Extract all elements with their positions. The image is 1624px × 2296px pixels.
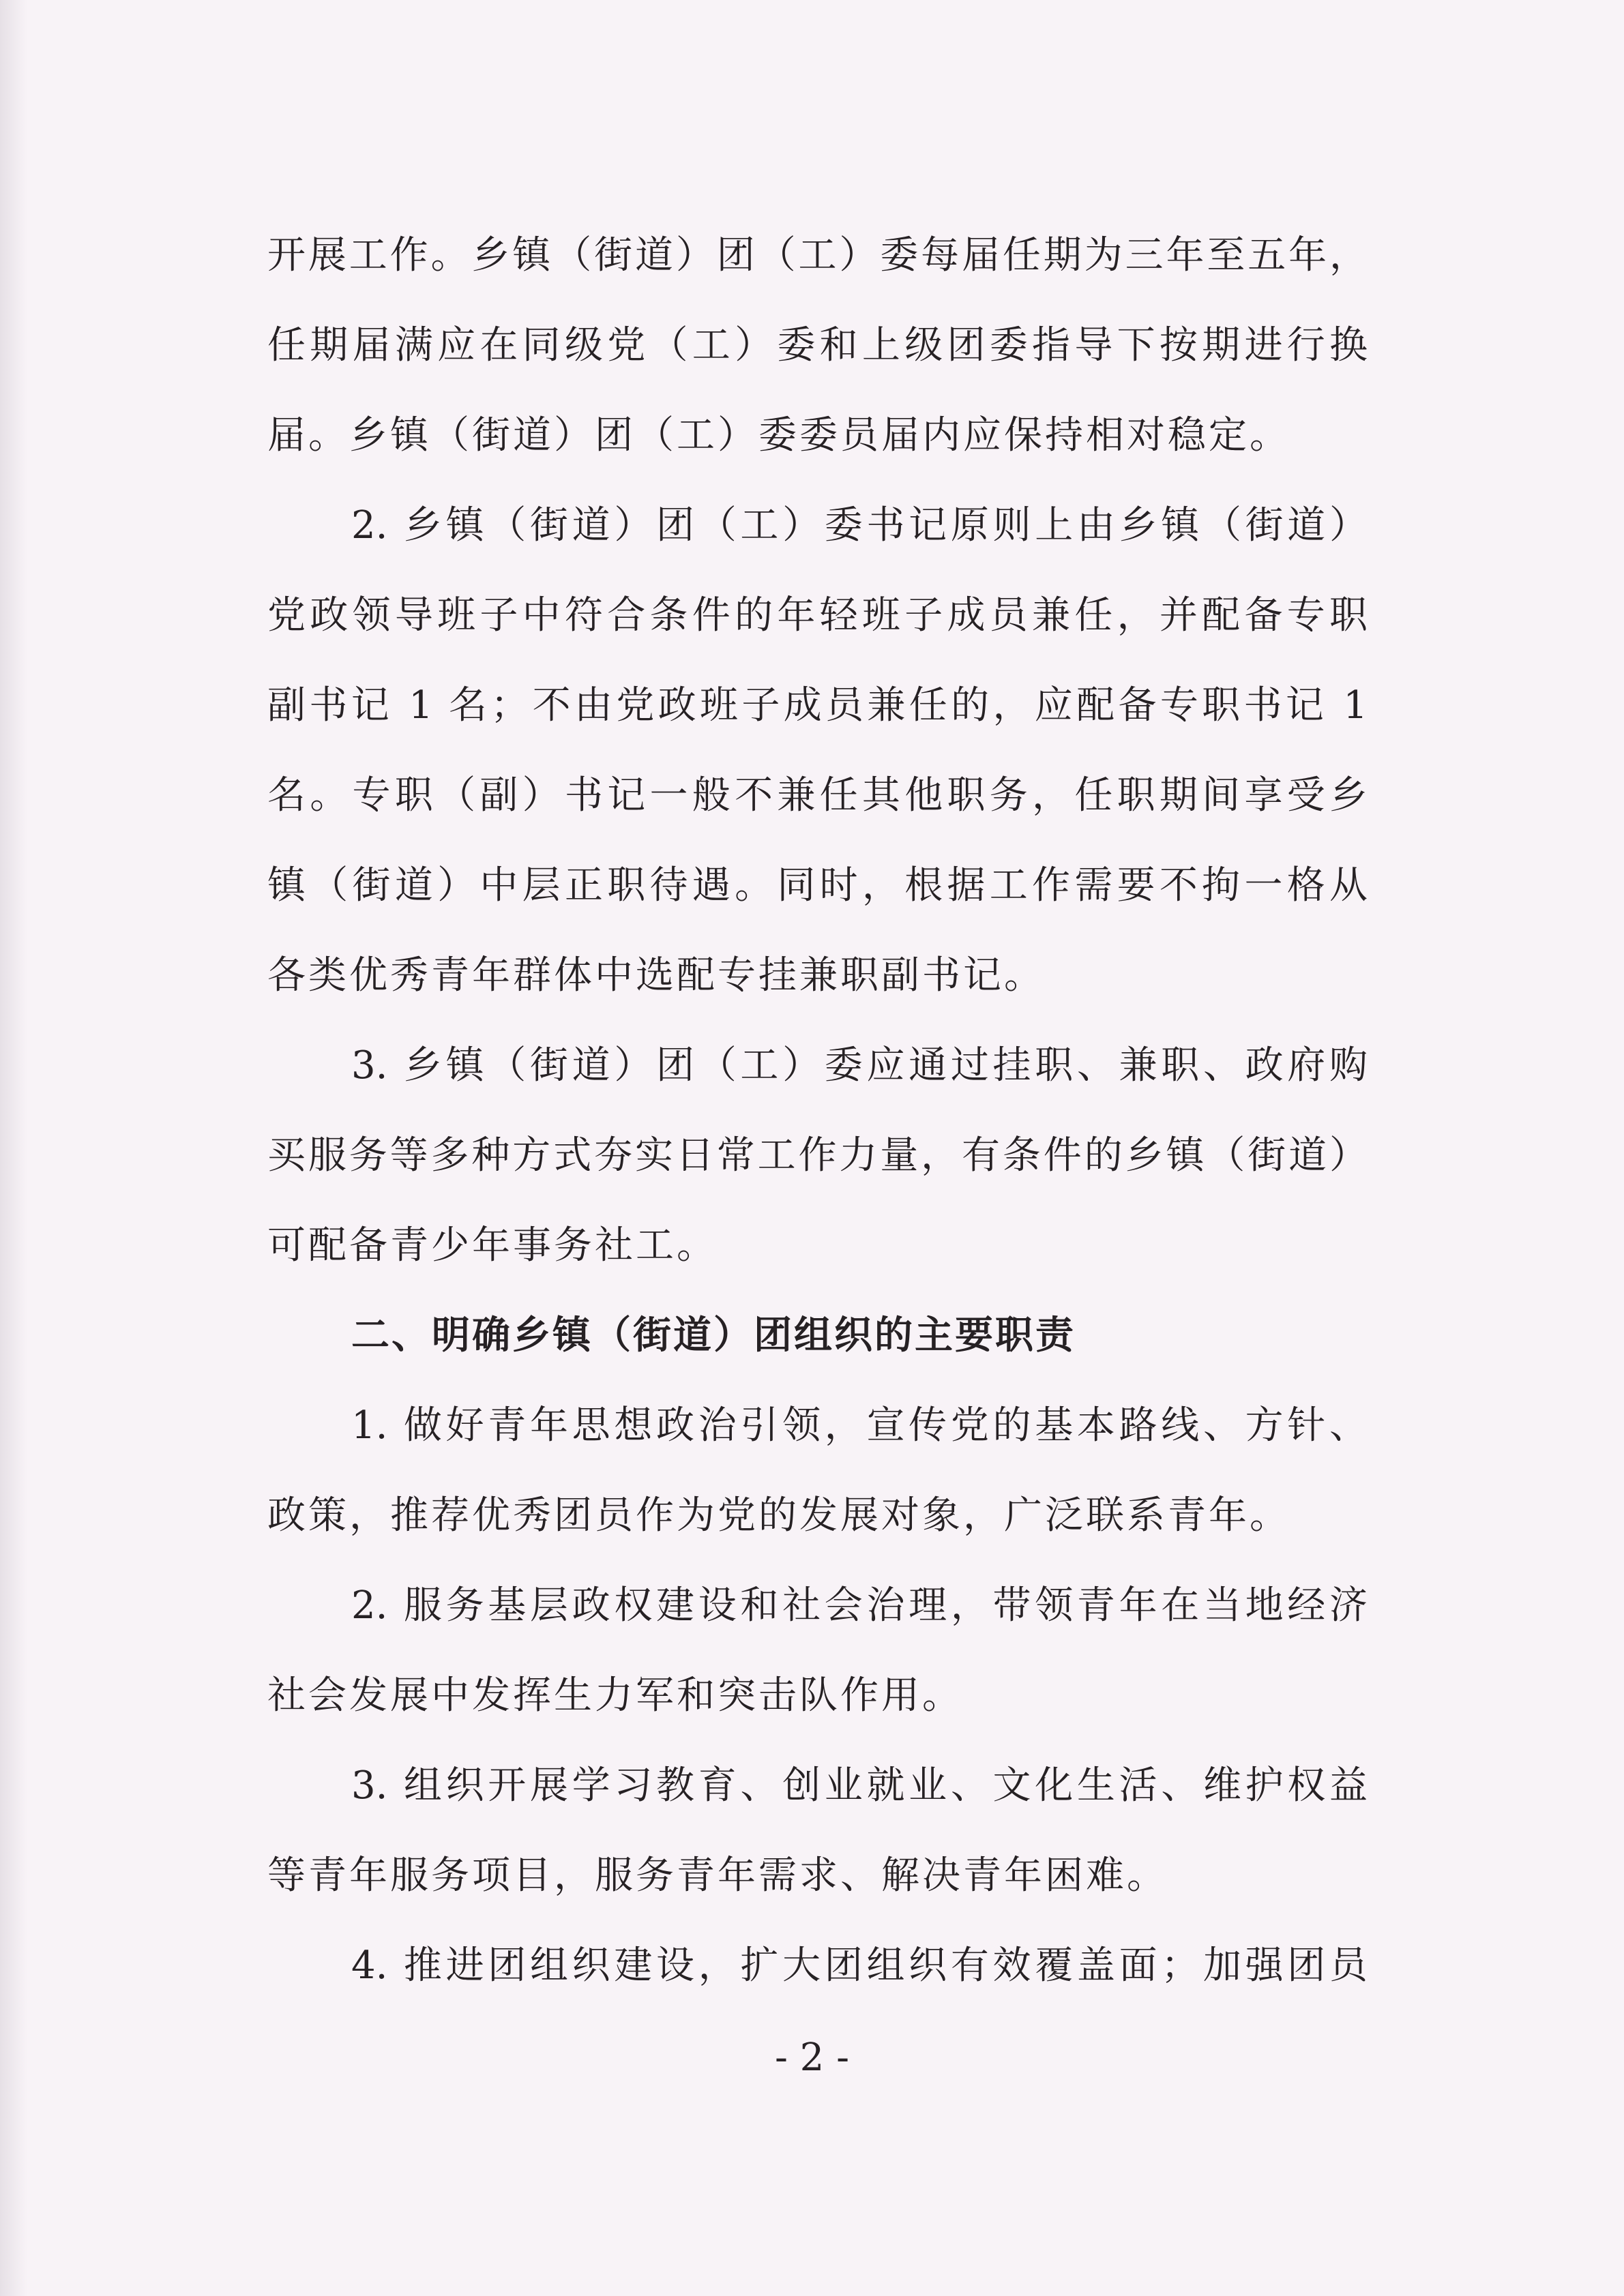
text-line: 可配备青少年事务社工。 (267, 1223, 718, 1268)
text-line: 党政领导班子中符合条件的年轻班子成员兼任，并配备专职 (267, 593, 1368, 638)
text-line: 开展工作。乡镇（街道）团（工）委每届任期为三年至五年， (267, 233, 1368, 278)
text-line: 2. 乡镇（街道）团（工）委书记原则上由乡镇（街道） (351, 503, 1368, 548)
text-line: 镇（街道）中层正职待遇。同时，根据工作需要不拘一格从 (267, 863, 1368, 908)
text-line: 任期届满应在同级党（工）委和上级团委指导下按期进行换 (267, 323, 1368, 368)
text-line: 届。乡镇（街道）团（工）委委员届内应保持相对稳定。 (267, 413, 1290, 458)
text-line: 各类优秀青年群体中选配专挂兼职副书记。 (267, 953, 1045, 998)
text-line: 名。专职（副）书记一般不兼任其他职务，任职期间享受乡 (267, 773, 1368, 818)
text-line: 3. 组织开展学习教育、创业就业、文化生活、维护权益 (351, 1763, 1368, 1808)
text-line: 社会发展中发挥生力军和突击队作用。 (267, 1673, 963, 1718)
text-line: 4. 推进团组织建设，扩大团组织有效覆盖面；加强团员 (351, 1943, 1368, 1988)
text-line: 3. 乡镇（街道）团（工）委应通过挂职、兼职、政府购 (351, 1043, 1368, 1088)
text-line: 买服务等多种方式夯实日常工作力量，有条件的乡镇（街道） (267, 1133, 1368, 1178)
text-line: 1. 做好青年思想政治引领，宣传党的基本路线、方针、 (351, 1403, 1368, 1448)
text-line: 政策，推荐优秀团员作为党的发展对象，广泛联系青年。 (267, 1493, 1290, 1538)
page-number: - 2 - (774, 2036, 850, 2080)
text-line: 2. 服务基层政权建设和社会治理，带领青年在当地经济 (351, 1583, 1368, 1628)
section-heading: 二、明确乡镇（街道）团组织的主要职责 (351, 1313, 1076, 1358)
text-line: 副书记 1 名；不由党政班子成员兼任的，应配备专职书记 1 (267, 683, 1368, 728)
text-line: 等青年服务项目，服务青年需求、解决青年困难。 (267, 1853, 1168, 1898)
scan-edge (0, 0, 27, 2296)
